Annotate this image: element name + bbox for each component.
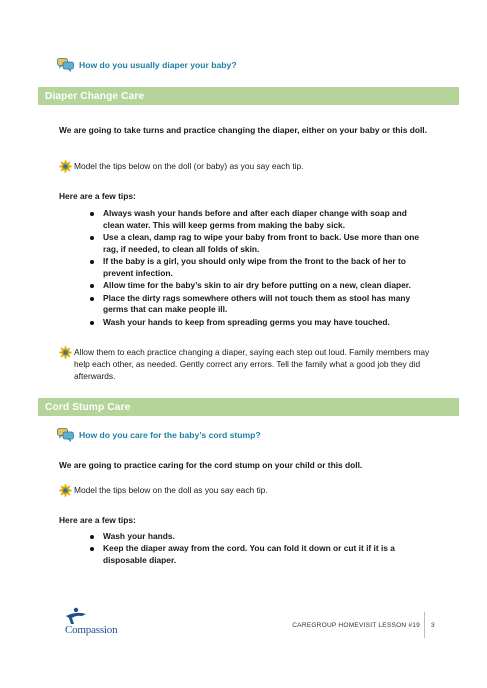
gear-icon [59, 346, 72, 359]
cord-tips-list [76, 531, 428, 567]
gear-icon [59, 160, 72, 173]
question-text: How do you care for the baby’s cord stump? [79, 430, 261, 440]
list-item: Place the dirty rags somewhere others will not touch them as stool has many germs that can make people ill. [76, 293, 428, 317]
speech-bubbles-icon [57, 428, 74, 442]
question-cord-stump [57, 428, 261, 442]
list-item: Wash your hands to keep from spreading germs you may have touched. [76, 317, 428, 329]
list-item: Wash your hands. [76, 531, 428, 543]
section-header-cord-stump-care [38, 398, 459, 416]
gear-icon [59, 484, 72, 497]
list-item: Use a clean, damp rag to wipe your baby from front to back. Use more than one rag, if needed, to clean all folds of skin. [76, 232, 428, 256]
section-title: Cord Stump Care [45, 401, 131, 413]
model-text: Model the tips below on the doll (or baby) as you say each tip. [74, 161, 304, 171]
diaper-tips-list [76, 208, 428, 329]
question-diaper [57, 58, 237, 72]
footer-lesson: CAREGROUP HOMEVISIT LESSON #19 [292, 622, 420, 629]
page-number: 3 [431, 622, 435, 629]
list-item: If the baby is a girl, you should only wipe from the front to the back of her to prevent infection. [76, 256, 428, 280]
tips-heading: Here are a few tips: [59, 191, 136, 201]
list-item: Always wash your hands before and after each diaper change with soap and clean water. This will keep germs from making the baby sick. [76, 208, 428, 232]
compassion-logo [60, 607, 130, 641]
footer-divider [424, 612, 425, 638]
intro-paragraph: We are going to practice caring for the cord stump on your child or this doll. [59, 460, 363, 470]
logo-text: Compassion [65, 624, 118, 636]
logo-figure-icon [62, 607, 92, 625]
list-item: Allow time for the baby’s skin to air dry before putting on a new, clean diaper. [76, 280, 428, 292]
intro-paragraph: We are going to take turns and practice changing the diaper, either on your baby or this doll. [59, 125, 427, 135]
list-item: Keep the diaper away from the cord. You can fold it down or cut it if it is a disposable diaper. [76, 543, 428, 567]
speech-bubbles-icon [57, 58, 74, 72]
model-instruction [59, 484, 268, 497]
model-instruction [59, 160, 304, 173]
section-title: Diaper Change Care [45, 90, 145, 102]
section-header-diaper-change-care [38, 87, 459, 105]
tips-heading: Here are a few tips: [59, 515, 136, 525]
model-text: Model the tips below on the doll as you say each tip. [74, 485, 268, 495]
practice-text: Allow them to each practice changing a diaper, saying each step out loud. Family members may help each other, as needed. Gently correct any errors. Tell the family what a good job they did afterwards. [74, 347, 430, 381]
practice-instruction [59, 346, 431, 382]
question-text: How do you usually diaper your baby? [79, 60, 237, 70]
